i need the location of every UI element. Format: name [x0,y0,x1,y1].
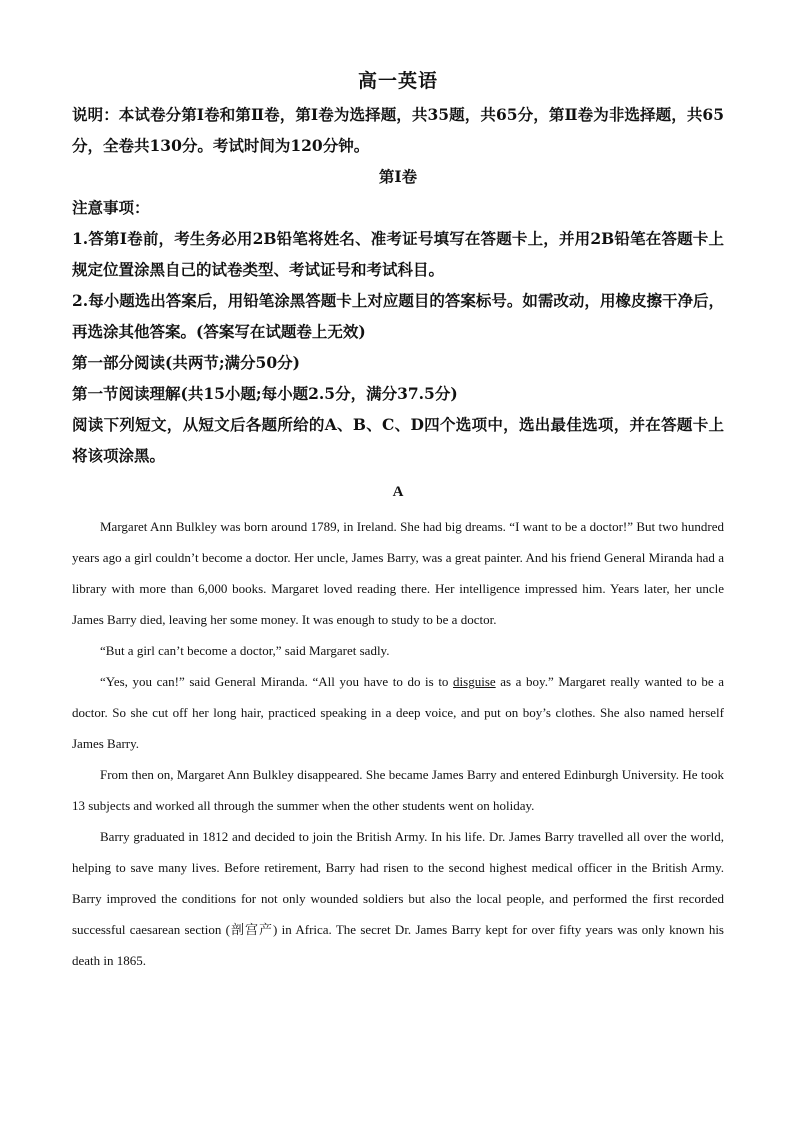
section-heading: 第一节阅读理解(共15小题;每小题2.5分，满分37.5分) [72,384,458,403]
page-title: 高一英语 [357,70,438,92]
passage-paragraph-3 [72,666,724,759]
notes-heading: 注意事项： [72,198,150,217]
passage-letter: A [392,484,404,500]
passage-paragraph-2: “But a girl can’t become a doctor,” said Margaret sadly. [100,643,390,658]
part-heading: 第一部分阅读(共两节;满分50分) [72,353,300,372]
passage-paragraph-1: Margaret Ann Bulkley was born around 1789, in Ireland. She had big dreams. “I want to be a doctor!” But two hundred years ago a girl couldn’t become a doctor. Her uncle, James Barry, was a great painter. And his friend General Miranda had a library with more than 6,000 books. Margaret loved reading there. Her intelligence impressed him. Years later, her uncle James Barry died, leaving her some money. It was enough to study to be a doctor. [72,519,724,627]
underlined-word-disguise: disguise [453,674,496,689]
paragraph-3-text-end: as a boy.” Margaret really wanted to be a doctor. So she cut off her long hair, practiced speaking in a deep voice, and put on boy’s clothes. She also named herself James Barry. [72,674,724,751]
reading-instruction: 阅读下列短文，从短文后各题所给的A、B、C、D四个选项中，选出最佳选项，并在答题卡上将该项涂黑。 [72,415,724,465]
paragraph-3-text-start: “Yes, you can!” said General Miranda. “All you have to do is to [100,674,454,689]
note-item-2: 2.每小题选出答案后，用铅笔涂黑答题卡上对应题目的答案标号。如需改动，用橡皮擦干净后，再选涂其他答案。(答案写在试题卷上无效) [72,291,724,341]
passage-paragraph-5: Barry graduated in 1812 and decided to join the British Army. In his life. Dr. James Barry travelled all over the world, helping to save many lives. Before retirement, Barry had risen to the second highest medical officer in the British Army. Barry improved the conditions for not only wounded soldiers but also the local people, and performed the first recorded successful caesarean section (剖宫产) in Africa. The secret Dr. James Barry kept for over fifty years was only known his death in 1865. [72,829,724,968]
exam-description: 说明：本试卷分第Ⅰ卷和第Ⅱ卷，第Ⅰ卷为选择题，共35题，共65分，第Ⅱ卷为非选择题，共65分，全卷共130分。考试时间为120分钟。 [72,105,724,155]
volume-title: 第Ⅰ卷 [378,167,418,186]
passage-paragraph-4: From then on, Margaret Ann Bulkley disappeared. She became James Barry and entered Edinburgh University. He took 13 subjects and worked all through the summer when the other students went on holiday. [72,767,724,813]
exam-page [72,66,724,976]
note-item-1: 1.答第Ⅰ卷前，考生务必用2B铅笔将姓名、准考证号填写在答题卡上，并用2B铅笔在答题卡上规定位置涂黑自己的试卷类型、考试证号和考试科目。 [72,229,724,279]
